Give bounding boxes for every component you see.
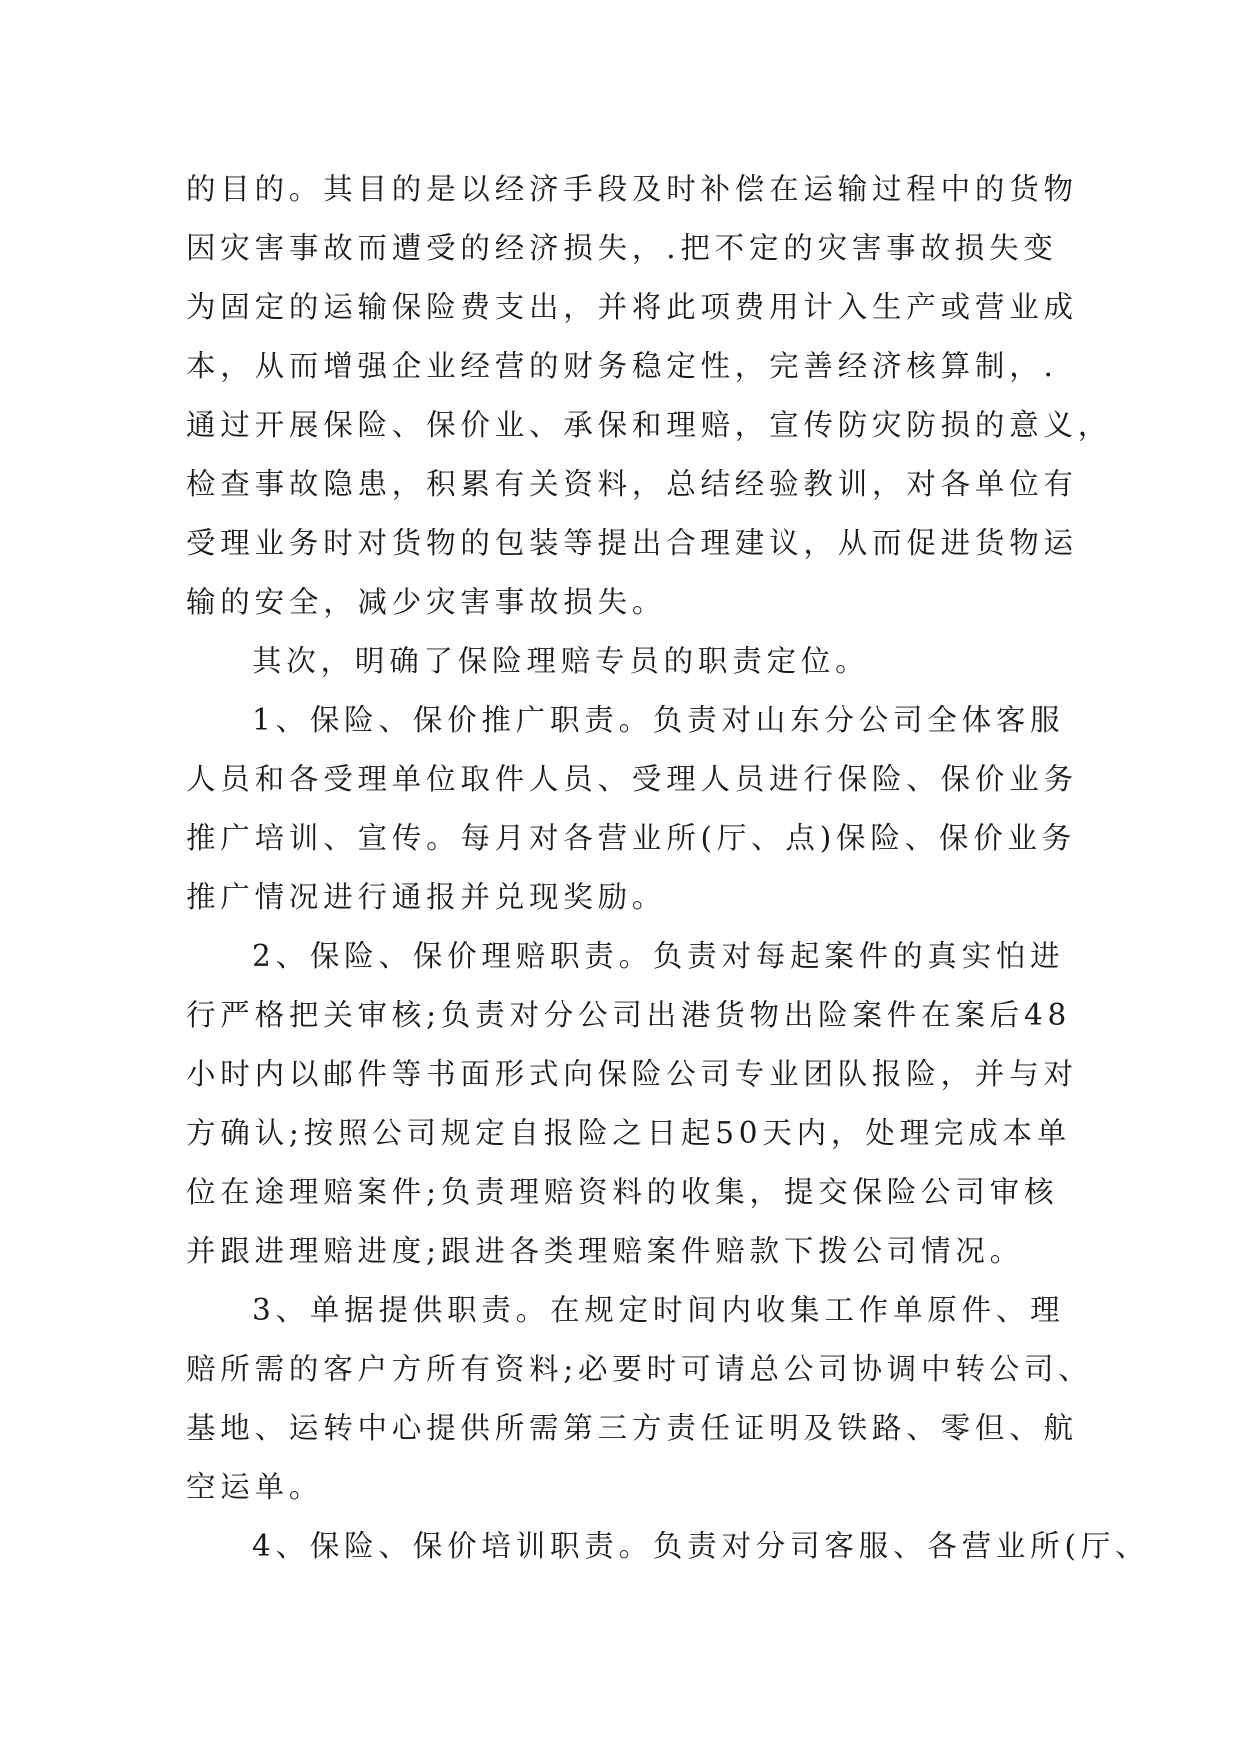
text-line: 并跟进理赔进度;跟进各类理赔案件赔款下拨公司情况。 [186, 1234, 1024, 1268]
text-line: 推广培训、宣传。每月对各营业所(厅、点)保险、保价业务 [186, 821, 1077, 855]
text-line: 基地、运转中心提供所需第三方责任证明及铁路、零但、航 [186, 1411, 1078, 1445]
text-line: 本，从而增强企业经营的财务稳定性，完善经济核算制，. [186, 349, 1058, 383]
text-line: 位在途理赔案件;负责理赔资料的收集，提交保险公司审核 [186, 1175, 1059, 1209]
text-line: 4、保险、保价培训职责。负责对分司客服、各营业所(厅、 [252, 1529, 1150, 1563]
text-line: 3、单据提供职责。在规定时间内收集工作单原件、理 [252, 1293, 1065, 1327]
text-line: 为固定的运输保险费支出，并将此项费用计入生产或营业成 [186, 290, 1078, 324]
text-line: 赔所需的客户方所有资料;必要时可请总公司协调中转公司、 [186, 1352, 1093, 1386]
text-line: 小时内以邮件等书面形式向保险公司专业团队报险，并与对 [186, 1057, 1078, 1091]
text-line: 人员和各受理单位取件人员、受理人员进行保险、保价业务 [186, 762, 1078, 796]
document-body [186, 160, 1150, 1576]
text-line: 方确认;按照公司规定自报险之日起50天内，处理完成本单 [186, 1116, 1072, 1150]
text-line: 受理业务时对货物的包装等提出合理建议，从而促进货物运 [186, 526, 1078, 560]
text-line: 2、保险、保价理赔职责。负责对每起案件的真实怕进 [252, 939, 1065, 973]
text-line: 因灾害事故而遭受的经济损失，.把不定的灾害事故损失变 [186, 231, 1058, 265]
text-line: 空运单。 [186, 1470, 324, 1504]
text-line: 1、保险、保价推广职责。负责对山东分公司全体客服 [252, 703, 1065, 737]
text-line: 输的安全，减少灾害事故损失。 [186, 585, 667, 619]
text-line: 其次，明确了保险理赔专员的职责定位。 [252, 644, 870, 678]
text-line: 推广情况进行通报并兑现奖励。 [186, 880, 667, 914]
text-line: 检查事故隐患，积累有关资料，总结经验教训，对各单位有 [186, 467, 1078, 501]
text-line: 通过开展保险、保价业、承保和理赔，宣传防灾防损的意义， [186, 408, 1113, 442]
text-line: 的目的。其目的是以经济手段及时补偿在运输过程中的货物 [186, 172, 1078, 206]
text-line: 行严格把关审核;负责对分公司出港货物出险案件在案后48 [186, 998, 1072, 1032]
